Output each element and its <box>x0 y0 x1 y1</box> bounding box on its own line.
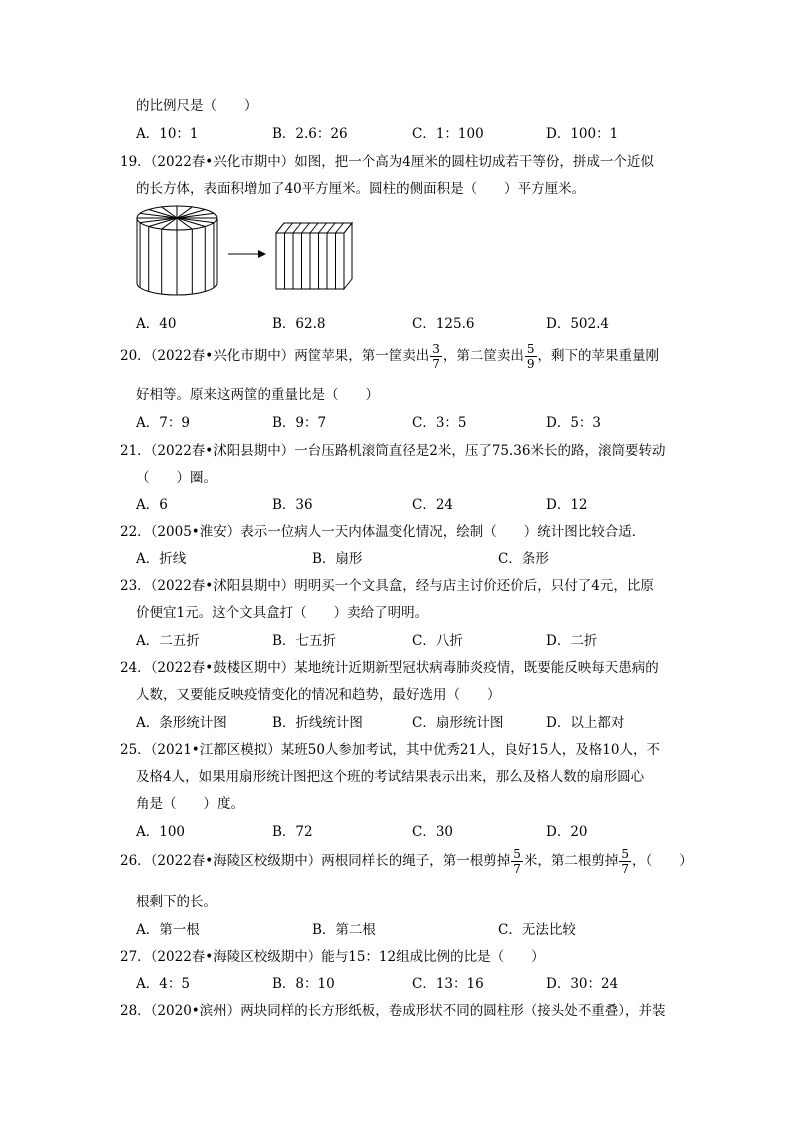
cuboid-top-hatch <box>276 223 284 233</box>
q22-option-b[interactable]: B．扇形 <box>312 551 363 567</box>
q23-option-b[interactable]: B．七五折 <box>272 633 336 649</box>
q21-option-d[interactable]: D．12 <box>546 497 588 513</box>
q24-option-d[interactable]: D．以上都对 <box>546 715 625 731</box>
q25-option-b[interactable]: B．72 <box>272 824 313 840</box>
q20-part1: 20．（2022春•兴化市期中）两筐苹果，第一筐卖出 <box>120 348 430 364</box>
q22-line1: 22．（2005•淮安）表示一位病人一天内体温变化情况，绘制（ ）统计图比较合适． <box>120 524 646 540</box>
q24-option-a[interactable]: A．条形统计图 <box>136 715 227 731</box>
q21-line1: 21．（2022春•沭阳县期中）一台压路机滚筒直径是2米，压了75.36米长的路，滚筒要转动 <box>120 443 666 459</box>
q25-options <box>136 820 696 840</box>
q26-fraction-1: $\frac{5}{7}$ <box>513 847 521 876</box>
q20-part3: ，剩下的苹果重量刚 <box>537 348 660 364</box>
q26-option-b[interactable]: B．第二根 <box>312 922 376 938</box>
q18-option-c[interactable]: C．1：100 <box>412 126 484 142</box>
q20-option-a[interactable]: A．7：9 <box>136 415 190 431</box>
q26-line2: 根剩下的长。 <box>136 894 217 910</box>
q19-option-c[interactable]: C．125.6 <box>412 316 475 332</box>
cuboid-top-hatch <box>336 223 344 233</box>
q25-option-c[interactable]: C．30 <box>412 824 454 840</box>
q24-line2: 人数，又要能反映疫情变化的情况和趋势，最好选用（ ） <box>136 687 501 703</box>
cuboid-top-hatch <box>310 223 318 233</box>
cuboid-top-hatch <box>302 223 310 233</box>
cuboid-top-hatch <box>327 223 335 233</box>
q24-option-b[interactable]: B．折线统计图 <box>272 715 363 731</box>
q27-option-b[interactable]: B．8：10 <box>272 976 335 992</box>
q21-option-a[interactable]: A．6 <box>136 497 168 513</box>
q26-option-c[interactable]: C．无法比较 <box>498 922 576 938</box>
q23-option-c[interactable]: C．八折 <box>412 633 463 649</box>
q21-line2: （ ）圈。 <box>136 470 217 486</box>
q27-option-d[interactable]: D．30：24 <box>546 976 619 992</box>
q26-option-a[interactable]: A．第一根 <box>136 922 200 938</box>
cuboid-top-hatch <box>285 223 293 233</box>
q21-option-c[interactable]: C．24 <box>412 497 454 513</box>
q20-options <box>136 411 696 431</box>
cuboid-top-hatch <box>293 223 301 233</box>
q26-part3: ，（ ） <box>632 853 693 869</box>
q21-option-b[interactable]: B．36 <box>272 497 313 513</box>
q23-options <box>136 629 696 649</box>
q26-line1 <box>120 848 693 875</box>
q26-part2: 米，第二根剪掉 <box>523 853 619 869</box>
q20-part2: ，第二筐卖出 <box>442 348 524 364</box>
q27-option-c[interactable]: C．13：16 <box>412 976 484 992</box>
q19-option-d[interactable]: D．502.4 <box>546 316 609 332</box>
cuboid-top-hatch <box>319 223 327 233</box>
q25-option-d[interactable]: D．20 <box>546 824 588 840</box>
q18-options <box>136 122 696 142</box>
q19-option-b[interactable]: B．62.8 <box>272 316 326 332</box>
q18-tail: 的比例尺是（ ） <box>136 98 258 114</box>
q19-option-a[interactable]: A．40 <box>136 316 177 332</box>
q19-options <box>136 312 696 332</box>
q26-part1: 26．（2022春•海陵区校级期中）两根同样长的绳子，第一根剪掉 <box>120 853 511 869</box>
q25-line1: 25．（2021•江都区模拟）某班50人参加考试，其中优秀21人，良好15人，及格10人，不 <box>120 742 660 758</box>
q22-options <box>136 547 696 567</box>
q25-option-a[interactable]: A．100 <box>136 824 186 840</box>
q27-line1: 27．（2022春•海陵区校级期中）能与15：12组成比例的比是（ ） <box>120 949 545 965</box>
approx-cuboid-icon <box>276 223 352 289</box>
q25-line3: 角是（ ）度。 <box>136 796 244 812</box>
q24-option-c[interactable]: C．扇形统计图 <box>412 715 504 731</box>
q18-option-b[interactable]: B．2.6：26 <box>272 126 348 142</box>
q23-line2: 价便宜1元。这个文具盒打（ ）卖给了明明。 <box>136 605 429 621</box>
q20-option-c[interactable]: C．3：5 <box>412 415 467 431</box>
q20-fraction-2: $\frac{5}{9}$ <box>526 342 535 371</box>
q23-line1: 23．（2022春•沭阳县期中）明明买一个文具盒，经与店主讨价还价后，只付了4元，比原 <box>120 578 654 594</box>
q26-options <box>136 918 696 938</box>
q22-option-a[interactable]: A．折线 <box>136 551 187 567</box>
q20-option-d[interactable]: D．5：3 <box>546 415 602 431</box>
q19-line1: 19．（2022春•兴化市期中）如图，把一个高为4厘米的圆柱切成若干等份，拼成一个近似 <box>120 154 654 170</box>
q20-line1 <box>120 343 659 370</box>
q24-options <box>136 711 696 731</box>
right-arrow-icon <box>228 250 266 258</box>
q20-fraction-1: $\frac{3}{7}$ <box>432 342 440 371</box>
q26-fraction-2: $\frac{5}{7}$ <box>621 847 630 876</box>
q27-option-a[interactable]: A．4：5 <box>136 976 190 992</box>
q22-option-c[interactable]: C．条形 <box>498 551 549 567</box>
q19-figure <box>130 203 360 303</box>
q27-options <box>136 972 696 992</box>
q25-line2: 及格4人，如果用扇形统计图把这个班的考试结果表示出来，那么及格人数的扇形圆心 <box>136 769 645 785</box>
q23-option-d[interactable]: D．二折 <box>546 633 598 649</box>
q23-option-a[interactable]: A．二五折 <box>136 633 200 649</box>
q20-line2: 好相等。原来这两筐的重量比是（ ） <box>136 387 379 403</box>
q19-line2: 的长方体，表面积增加了40平方厘米。圆柱的侧面积是（ ）平方厘米。 <box>136 181 586 197</box>
q20-option-b[interactable]: B．9：7 <box>272 415 327 431</box>
cylinder-cut-sectors-icon <box>137 206 217 295</box>
q18-option-a[interactable]: A．10：1 <box>136 126 199 142</box>
q28-line1: 28．（2020•滨州）两块同样的长方形纸板，卷成形状不同的圆柱形（接头处不重叠），并装 <box>120 1003 666 1019</box>
q18-option-d[interactable]: D．100：1 <box>546 126 619 142</box>
q24-line1: 24．（2022春•鼓楼区期中）某地统计近期新型冠状病毒肺炎疫情，既要能反映每天患病的 <box>120 660 659 676</box>
q21-options <box>136 493 696 513</box>
